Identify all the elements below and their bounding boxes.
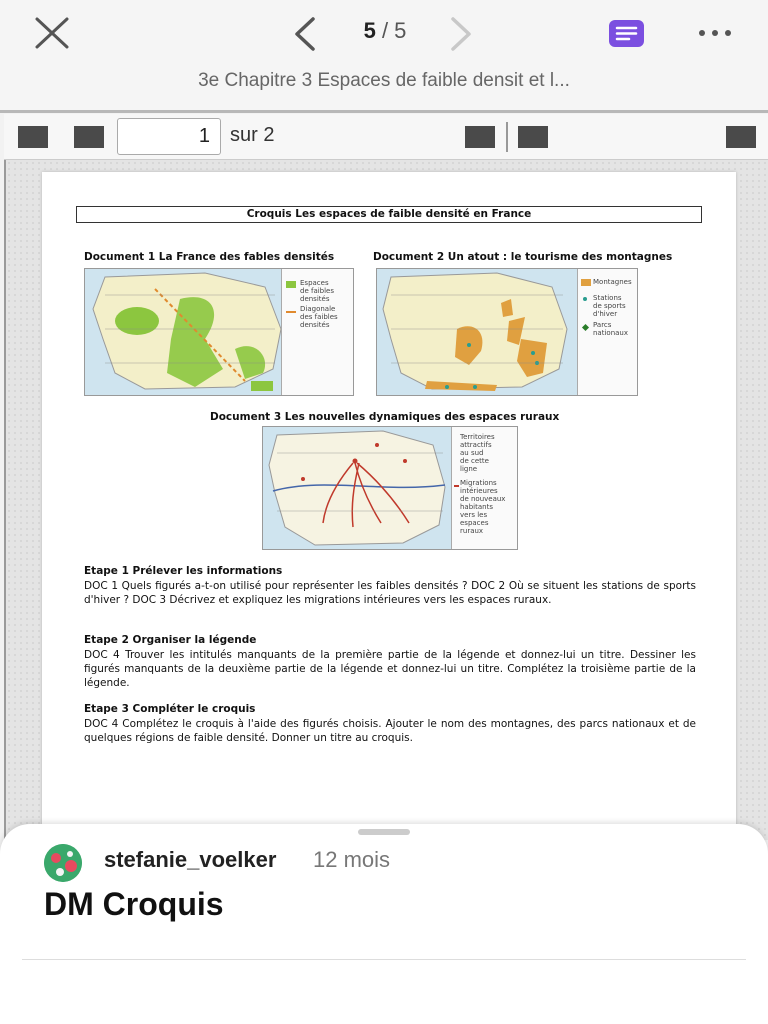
page-number-input[interactable]: 1 (117, 118, 221, 155)
page-heading: Croquis Les espaces de faible densité en France (76, 206, 702, 223)
doc3-label: Document 3 Les nouvelles dynamiques des espaces ruraux (210, 411, 560, 423)
post-username[interactable]: stefanie_voelker (104, 847, 277, 872)
doc3-map (262, 426, 518, 550)
chevron-left-icon (288, 14, 324, 54)
close-button[interactable] (30, 14, 74, 54)
step1-title: Etape 1 Prélever les informations (84, 565, 283, 577)
doc3-legend-item-1: Territoires attractifs au sud de cette ligne (460, 433, 495, 473)
next-page-button[interactable] (442, 14, 478, 54)
close-icon (30, 14, 74, 54)
doc3-legend (451, 427, 517, 549)
doc2-legend (577, 269, 637, 395)
comment-icon (609, 20, 644, 47)
top-bar (0, 0, 768, 112)
total-pages: 5 (394, 18, 407, 43)
doc1-legend-item-1: Espaces de faibles densités (300, 279, 335, 303)
diagonal-swatch (286, 311, 296, 313)
avatar-image (44, 844, 82, 882)
low-density-swatch (286, 281, 296, 288)
page-counter (330, 18, 440, 50)
ski-station-swatch (583, 297, 587, 301)
step1-text: DOC 1 Quels figurés a-t-on utilisé pour représenter les faibles densités ? DOC 2 Où se situent les stations de sports d'hiver ? DOC 3 Décrivez et expliquez les migrations intérieures vers les espaces ruraux. (84, 580, 696, 606)
step2-text: DOC 4 Trouver les intitulés manquants de la première partie de la légende et donnez-lui un titre. Dessiner les figurés manquants de la deuxième partie de la légende et donnez-lui un titre. Complétez la troisième partie de la légende. (84, 649, 696, 689)
more-options-button[interactable] (694, 18, 738, 48)
doc3-legend-item-2: Migrations intérieures de nouveaux habitants vers les espaces ruraux (460, 479, 506, 535)
doc2-legend-item-1: Montagnes (593, 278, 632, 286)
find-icon[interactable] (74, 126, 104, 148)
step3-text: DOC 4 Complétez le croquis à l'aide des figurés choisis. Ajouter le nom des montagnes, des parcs nationaux et de quelques régions de faible densité. Donner un titre au croquis. (84, 718, 696, 744)
sheet-drag-handle[interactable] (358, 829, 410, 835)
tools-menu-icon[interactable] (726, 126, 756, 148)
avatar[interactable] (44, 844, 82, 882)
sheet-divider (22, 959, 746, 960)
zoom-in-icon[interactable] (518, 126, 548, 148)
current-page: 5 (363, 18, 376, 43)
page-of-label: sur 2 (230, 124, 275, 146)
zoom-out-icon[interactable] (465, 126, 495, 148)
chevron-right-icon (442, 14, 478, 54)
document-title: 3e Chapitre 3 Espaces de faible densit et l... (198, 70, 570, 91)
doc1-label: Document 1 La France des fables densités (84, 251, 335, 263)
pdf-page (42, 172, 736, 832)
step2-title: Etape 2 Organiser la légende (84, 634, 257, 646)
more-icon (694, 18, 738, 48)
doc1-legend (281, 269, 353, 395)
doc2-map (376, 268, 638, 396)
page-separator: / (375, 18, 395, 43)
doc2-legend-item-2: Stations de sports d'hiver (593, 294, 626, 318)
step3-title: Etape 3 Compléter le croquis (84, 703, 256, 715)
sidebar-toggle-icon[interactable] (18, 126, 48, 148)
mountain-swatch (581, 279, 591, 286)
doc1-map (84, 268, 354, 396)
previous-page-button[interactable] (288, 14, 324, 54)
post-time: 12 mois (313, 847, 391, 872)
comment-button[interactable] (609, 20, 644, 47)
doc2-label: Document 2 Un atout : le tourisme des montagnes (373, 251, 673, 263)
pdf-toolbar (4, 114, 768, 160)
pdf-viewer[interactable] (4, 160, 768, 840)
national-park-swatch (582, 324, 589, 331)
migration-swatch (454, 485, 459, 487)
top-divider (0, 110, 768, 113)
post-details-sheet (0, 824, 768, 1024)
doc1-legend-item-2: Diagonale des faibles densités (300, 305, 338, 329)
toolbar-separator (506, 122, 508, 152)
doc2-legend-item-3: Parcs nationaux (593, 321, 629, 337)
post-title: DM Croquis (44, 886, 224, 922)
